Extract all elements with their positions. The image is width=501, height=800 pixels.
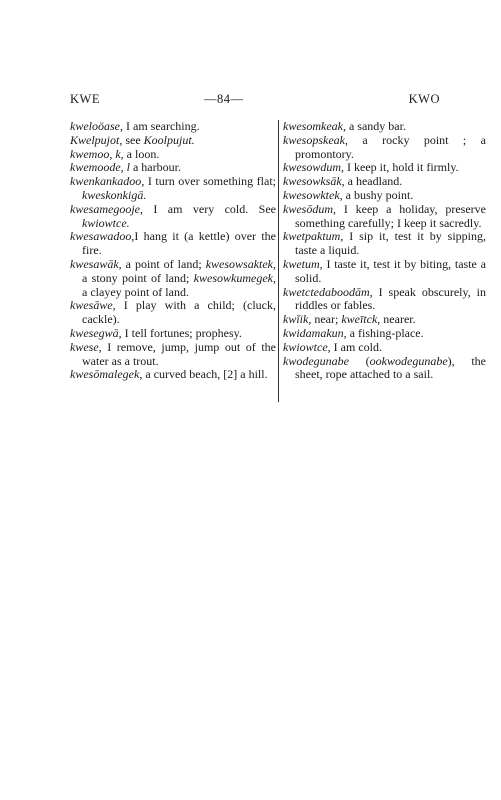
entry-text: , I speak obscurely, in riddles or fables. xyxy=(295,284,486,313)
entry-headword-italic: kwesowkumegek xyxy=(193,270,273,285)
entry-text: , a bushy point. xyxy=(339,187,414,202)
dictionary-entry xyxy=(283,134,486,162)
entry-text: , I play with a child; (cluck, cackle). xyxy=(82,298,276,327)
dictionary-entry xyxy=(70,148,276,162)
header-right-guide-word: KWO xyxy=(408,92,440,106)
entry-headword-italic: kwodegunabe xyxy=(283,353,349,368)
entry-headword-italic: kwetpaktum xyxy=(283,229,341,244)
entry-headword-italic: Koolpujut. xyxy=(143,132,195,147)
dictionary-entry xyxy=(70,299,276,327)
entry-text: , near; xyxy=(308,312,342,327)
dictionary-entry xyxy=(283,189,486,203)
dictionary-entry xyxy=(283,355,486,383)
entry-text: ( xyxy=(348,353,370,368)
entry-headword-italic: kwetctedaboodām xyxy=(283,284,370,299)
entry-headword-italic: kwemoo, k xyxy=(70,146,121,161)
dictionary-entry xyxy=(70,258,276,299)
entry-headword-italic: kwese xyxy=(70,339,99,354)
entry-headword-italic: kweloöase xyxy=(70,119,120,133)
entry-text: , a stony point of land; xyxy=(82,256,276,285)
dictionary-entry xyxy=(70,161,276,175)
entry-headword-italic: kwesawadoo xyxy=(70,229,132,244)
entry-text: , I sip it, test it by sipping, taste a liquid. xyxy=(295,229,486,258)
entry-headword-italic: kwesegwā xyxy=(70,325,119,340)
dictionary-entry xyxy=(283,286,486,314)
entry-headword-italic: kwenkankadoo xyxy=(70,174,142,189)
dictionary-entry xyxy=(283,161,486,175)
entry-text: , a curved beach, [2] a hill. xyxy=(139,367,268,382)
entry-text: a harbour. xyxy=(129,160,181,175)
entry-text: , nearer. xyxy=(377,312,416,327)
dictionary-entry xyxy=(283,258,486,286)
entry-text: , a sandy bar. xyxy=(342,119,406,133)
dictionary-entry xyxy=(70,341,276,369)
entry-text: , a point of land; xyxy=(118,256,206,271)
entry-headword-italic: ookwodegunabe xyxy=(369,353,448,368)
entry-headword-italic: kwesopskeak xyxy=(283,132,345,147)
entry-text: , I am searching. xyxy=(120,119,200,133)
entry-headword-italic: kwesomkeak xyxy=(283,119,343,133)
entry-headword-italic: kwesamegooje xyxy=(70,201,140,216)
entry-text: , a rocky point ; a promontory. xyxy=(295,132,486,161)
dictionary-entry xyxy=(70,120,276,134)
dictionary-entry xyxy=(283,230,486,258)
entry-text: , a loon. xyxy=(120,146,160,161)
entry-headword-italic: kwesowdum xyxy=(283,160,341,175)
entry-text: , a headland. xyxy=(341,174,403,189)
entry-text: , see xyxy=(119,132,144,147)
dictionary-entry xyxy=(283,203,486,231)
dictionary-entry xyxy=(283,313,486,327)
entry-headword-italic: kwesowksāk xyxy=(283,174,342,189)
dictionary-entry xyxy=(70,327,276,341)
dictionary-entry xyxy=(283,341,486,355)
entry-headword-italic: kwesāwe xyxy=(70,298,113,313)
entry-text: , I am very cold. See xyxy=(139,201,276,216)
entry-headword-italic: kwetum xyxy=(283,256,320,271)
entry-headword-italic: kwesowktek xyxy=(283,187,340,202)
entry-text: ), the sheet, rope attached to a sail. xyxy=(295,353,486,382)
left-column xyxy=(70,120,276,382)
entry-text: , I taste it, test it by biting, taste a solid. xyxy=(295,256,486,285)
entry-headword-italic: kwĭik xyxy=(283,312,309,327)
entry-headword-italic: kweītck xyxy=(341,312,378,327)
dictionary-entry xyxy=(70,203,276,231)
entry-text: , a clayey point of land. xyxy=(82,270,276,299)
entry-text: , I keep a holiday, preserve something carefully; I keep it sacredly. xyxy=(295,201,486,230)
entry-headword-italic: kwiowtce. xyxy=(82,215,130,230)
dictionary-entry xyxy=(70,134,276,148)
entry-text: ,I hang it (a kettle) over the fire. xyxy=(82,229,276,258)
entry-headword-italic: kwesōmalegek xyxy=(70,367,140,382)
header-left-guide-word: KWE xyxy=(70,92,100,106)
right-column xyxy=(283,120,486,382)
entry-text: , I tell fortunes; prophesy. xyxy=(118,325,242,340)
entry-headword-italic: kwesōdum xyxy=(283,201,333,216)
dictionary-entry xyxy=(283,120,486,134)
entry-text: , I turn over something flat; xyxy=(141,174,276,189)
entry-text: , I keep it, hold it firmly. xyxy=(341,160,459,175)
entry-headword-italic: kwesowsaktek xyxy=(205,256,273,271)
dictionary-entry xyxy=(70,368,276,382)
entry-text: , I am cold. xyxy=(327,339,382,354)
entry-headword-italic: kwidamakun xyxy=(283,325,344,340)
entry-headword-italic: kwesawāk xyxy=(70,256,119,271)
entry-headword-italic: Kwelpujot xyxy=(70,132,120,147)
page-number: —84— xyxy=(204,92,244,106)
dictionary-entry xyxy=(70,175,276,203)
entry-text: , a fishing-place. xyxy=(343,325,424,340)
entry-headword-italic: kweskonkigā. xyxy=(82,187,147,202)
entry-text: , I remove, jump, jump out of the water as a trout. xyxy=(82,339,276,368)
dictionary-entry xyxy=(283,175,486,189)
running-header xyxy=(70,92,440,108)
dictionary-entry xyxy=(70,230,276,258)
entry-headword-italic: kwiowtce xyxy=(283,339,328,354)
dictionary-entry xyxy=(283,327,486,341)
entry-headword-italic: kwemoode, l xyxy=(70,160,130,175)
column-divider xyxy=(278,120,279,402)
